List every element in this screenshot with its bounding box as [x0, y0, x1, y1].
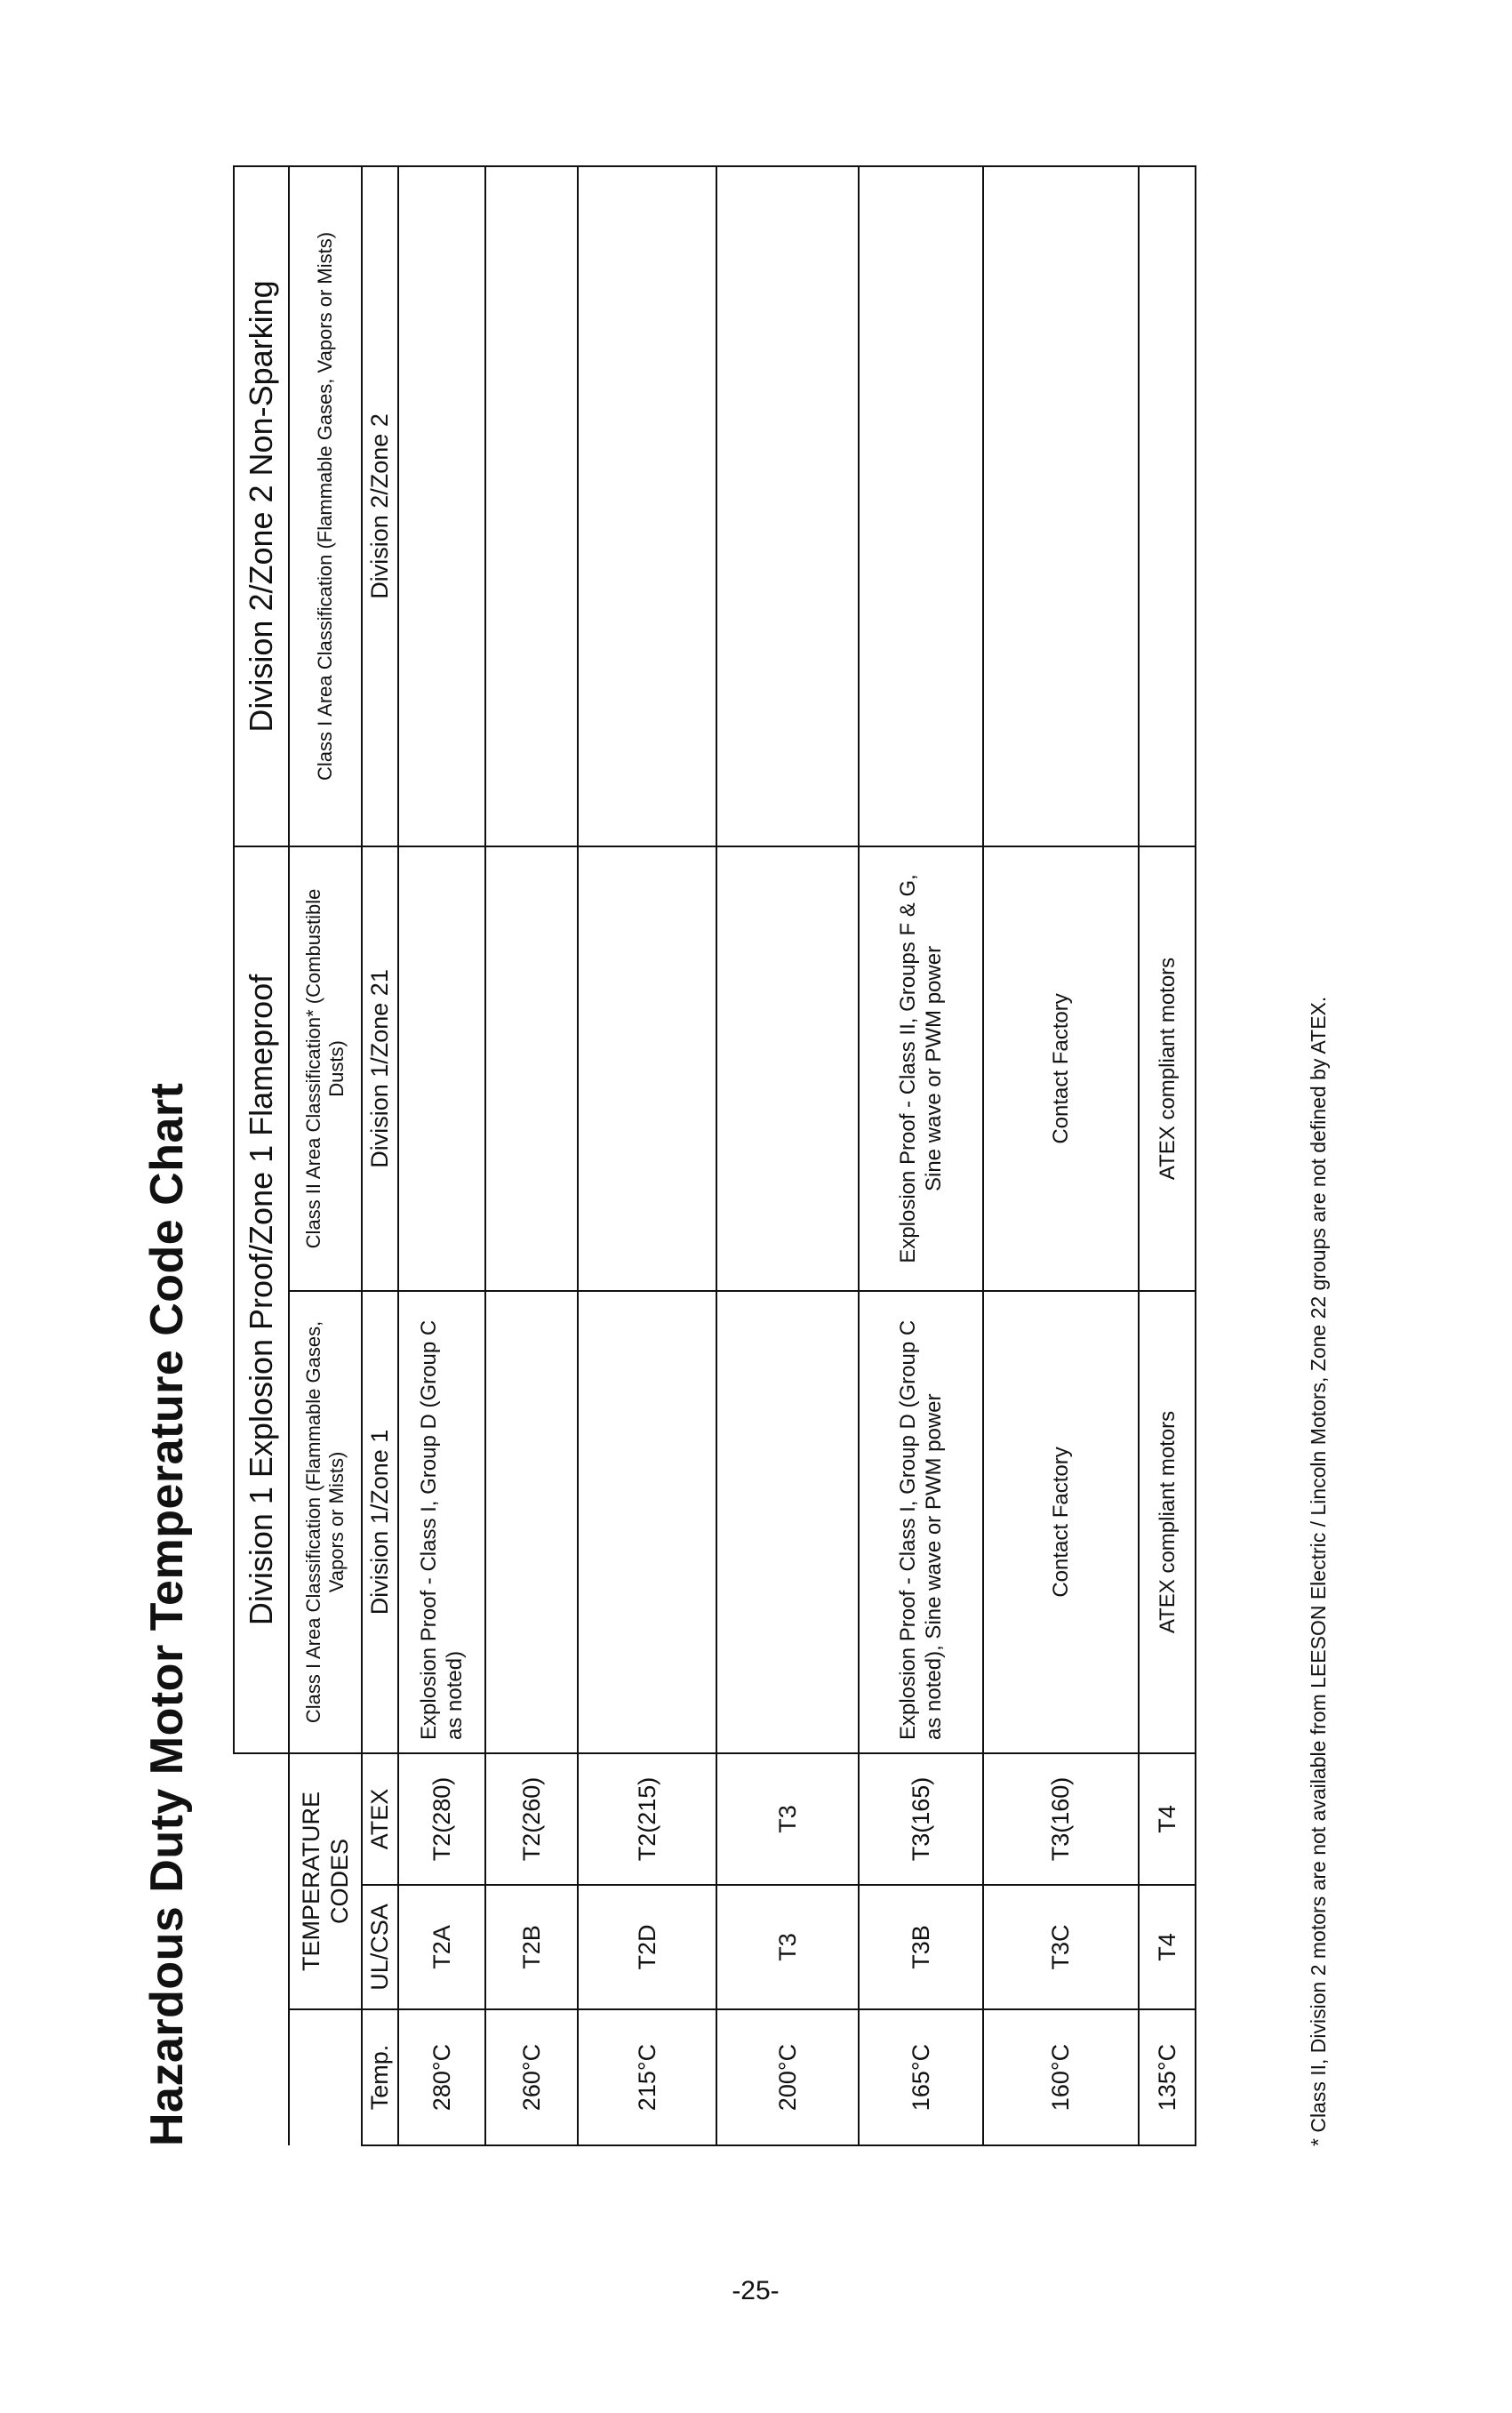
division1-group-header: Division 1 Explosion Proof/Zone 1 Flameproof [234, 846, 289, 1753]
atex-cell: T3(165) [859, 1753, 983, 1885]
div1-cell [716, 1291, 859, 1753]
div2-cell [716, 166, 859, 846]
temp-cell: 160°C [983, 2009, 1139, 2145]
div21-cell [716, 846, 859, 1291]
column-header-div1-zone1: Division 1/Zone 1 [362, 1291, 398, 1753]
temperature-code-table [233, 165, 1196, 2146]
column-header-div1-zone21: Division 1/Zone 21 [362, 846, 398, 1291]
div1-cell: ATEX compliant motors [1139, 1291, 1196, 1753]
column-header-atex: ATEX [362, 1753, 398, 1885]
table-row [1139, 166, 1196, 2145]
header-row-columns [362, 166, 398, 2145]
div2-cell [578, 166, 716, 846]
div21-cell [485, 846, 578, 1291]
table-row [983, 166, 1139, 2145]
table-row [398, 166, 485, 2145]
temp-cell: 260°C [485, 2009, 578, 2145]
ulcsa-cell: T4 [1139, 1885, 1196, 2009]
column-header-temp: Temp. [362, 2009, 398, 2145]
table-row [716, 166, 859, 2145]
div21-cell: ATEX compliant motors [1139, 846, 1196, 1291]
table-row [485, 166, 578, 2145]
atex-cell: T2(260) [485, 1753, 578, 1885]
table-row [859, 166, 983, 2145]
ulcsa-cell: T3C [983, 1885, 1139, 2009]
column-header-ulcsa: UL/CSA [362, 1885, 398, 2009]
temp-cell: 165°C [859, 2009, 983, 2145]
ulcsa-cell: T3B [859, 1885, 983, 2009]
ulcsa-cell: T2B [485, 1885, 578, 2009]
temp-cell: 200°C [716, 2009, 859, 2145]
header-row-classes [289, 166, 362, 2145]
atex-cell: T2(215) [578, 1753, 716, 1885]
class2-div1-header: Class II Area Classification* (Combustible Dusts) [289, 846, 362, 1291]
div1-cell [578, 1291, 716, 1753]
div1-cell: Contact Factory [983, 1291, 1139, 1753]
ulcsa-cell: T2A [398, 1885, 485, 2009]
div21-cell: Explosion Proof - Class II, Groups F & G, Sine wave or PWM power [859, 846, 983, 1291]
header-row-groups [234, 166, 289, 2145]
div1-cell: Explosion Proof - Class I, Group D (Group C as noted), Sine wave or PWM power [859, 1291, 983, 1753]
atex-cell: T2(280) [398, 1753, 485, 1885]
atex-cell: T3(160) [983, 1753, 1139, 1885]
div2-cell [1139, 166, 1196, 846]
div21-cell: Contact Factory [983, 846, 1139, 1291]
div2-cell [398, 166, 485, 846]
division2-group-header: Division 2/Zone 2 Non-Sparking [234, 166, 289, 846]
class1-div2-header: Class I Area Classification (Flammable Gases, Vapors or Mists) [289, 166, 362, 846]
column-header-div2-zone2: Division 2/Zone 2 [362, 166, 398, 846]
div2-cell [983, 166, 1139, 846]
ulcsa-cell: T2D [578, 1885, 716, 2009]
div2-cell [485, 166, 578, 846]
div1-cell: Explosion Proof - Class I, Group D (Group C as noted) [398, 1291, 485, 1753]
page-title: Hazardous Duty Motor Temperature Code Chart [141, 1082, 193, 2146]
footnote: * Class II, Division 2 motors are not available from LEESON Electric / Lincoln Motors, Zone 22 groups are not defined by ATEX. [1307, 996, 1330, 2146]
temp-cell: 280°C [398, 2009, 485, 2145]
div21-cell [398, 846, 485, 1291]
atex-cell: T3 [716, 1753, 859, 1885]
temp-cell: 215°C [578, 2009, 716, 2145]
class1-div1-header: Class I Area Classification (Flammable Gases, Vapors or Mists) [289, 1291, 362, 1753]
div2-cell [859, 166, 983, 846]
div1-cell [485, 1291, 578, 1753]
page-number: -25- [732, 2276, 780, 2305]
ulcsa-cell: T3 [716, 1885, 859, 2009]
temperature-codes-header: TEMPERATURE CODES [289, 1753, 362, 2009]
atex-cell: T4 [1139, 1753, 1196, 1885]
div21-cell [578, 846, 716, 1291]
table-row [578, 166, 716, 2145]
header-corner [234, 1753, 289, 2145]
temp-cell: 135°C [1139, 2009, 1196, 2145]
